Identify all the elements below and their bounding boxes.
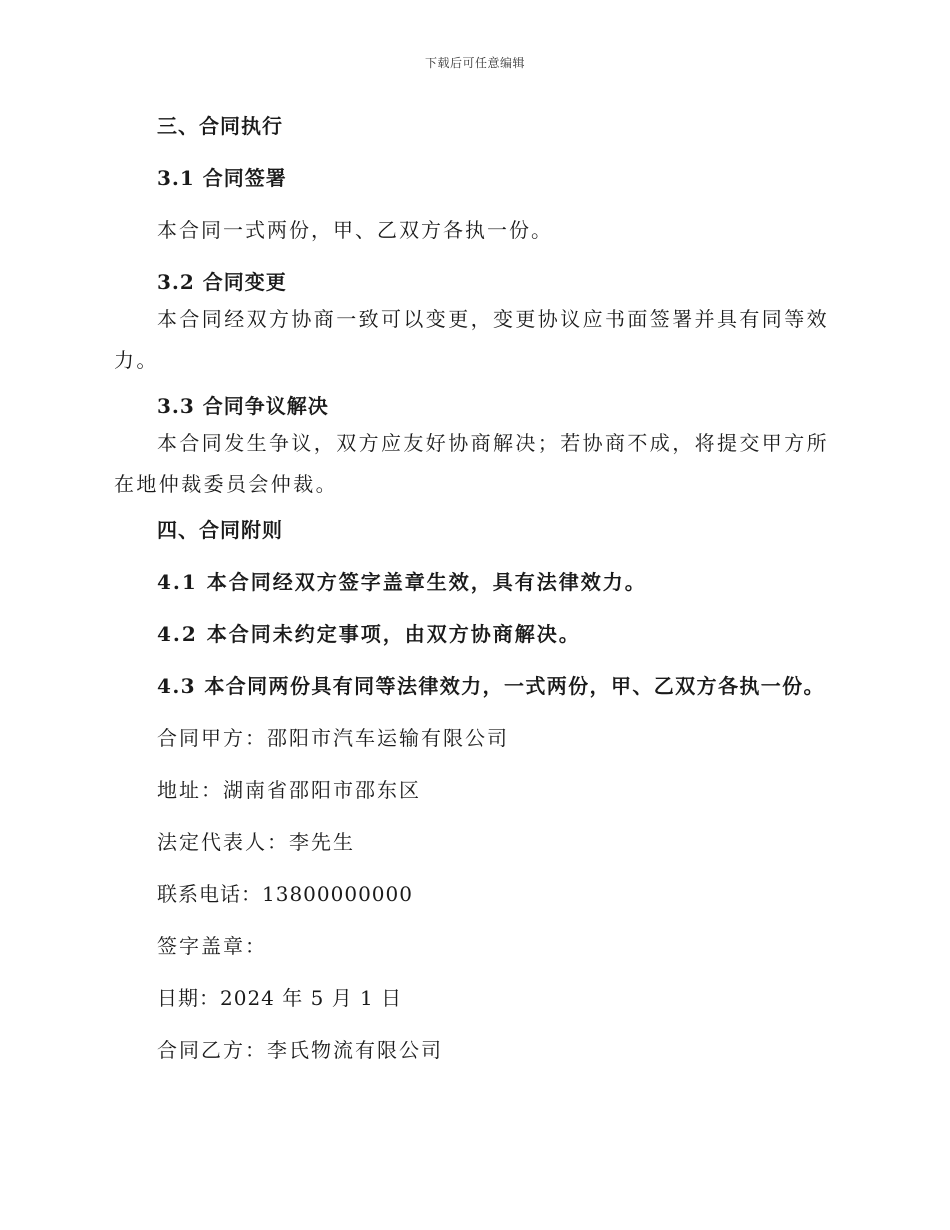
clause-4-3: 4.3 本合同两份具有同等法律效力，一式两份，甲、乙双方各执一份。 bbox=[157, 674, 825, 698]
party-a-address: 地址：湖南省邵阳市邵东区 bbox=[157, 778, 421, 802]
section-3-1-heading: 3.1 合同签署 bbox=[157, 166, 287, 190]
party-a-signature: 签字盖章： bbox=[157, 934, 267, 958]
party-a-name: 合同甲方：邵阳市汽车运输有限公司 bbox=[157, 726, 509, 750]
clause-4-1: 4.1 本合同经双方签字盖章生效，具有法律效力。 bbox=[157, 570, 647, 594]
section-3-heading: 三、合同执行 bbox=[157, 114, 283, 138]
party-a-date: 日期：2024 年 5 月 1 日 bbox=[157, 986, 403, 1010]
section-3-3-heading: 3.3 合同争议解决 bbox=[157, 394, 329, 418]
page-header: 下载后可任意编辑 bbox=[424, 56, 525, 70]
party-a-phone: 联系电话：13800000000 bbox=[157, 882, 413, 906]
party-a-representative: 法定代表人：李先生 bbox=[157, 830, 355, 854]
section-3-2-heading: 3.2 合同变更 bbox=[157, 270, 287, 294]
party-b-name: 合同乙方：李氏物流有限公司 bbox=[157, 1038, 443, 1062]
document-body bbox=[114, 110, 834, 1067]
section-3-2-body: 本合同经双方协商一致可以变更，变更协议应书面签署并具有同等效力。 bbox=[114, 307, 829, 372]
clause-4-2: 4.2 本合同未约定事项，由双方协商解决。 bbox=[157, 622, 581, 646]
section-4-heading: 四、合同附则 bbox=[157, 518, 283, 542]
section-3-1-body: 本合同一式两份，甲、乙双方各执一份。 bbox=[157, 218, 553, 242]
section-3-3-body: 本合同发生争议，双方应友好协商解决；若协商不成，将提交甲方所在地仲裁委员会仲裁。 bbox=[114, 431, 829, 496]
